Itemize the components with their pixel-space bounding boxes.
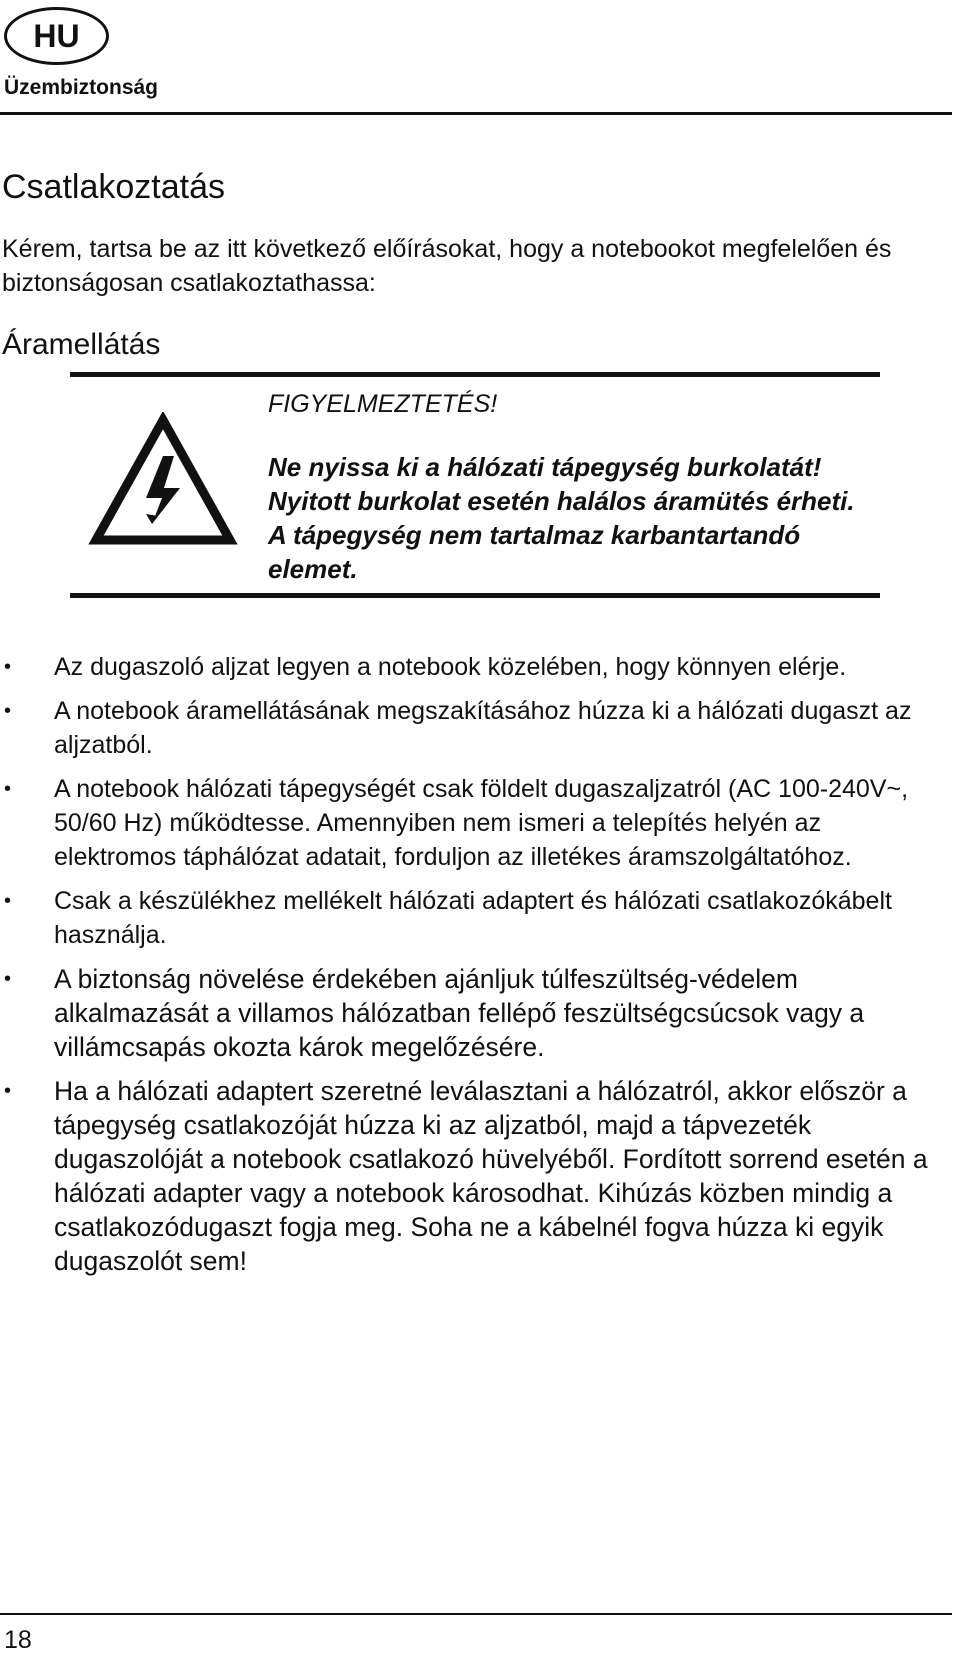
warning-top-rule [70, 372, 880, 377]
safety-bullet-list [0, 650, 940, 1288]
list-item [0, 962, 940, 1064]
page-number: 18 [4, 1626, 32, 1654]
warning-heading: FIGYELMEZTETÉS! [268, 390, 498, 418]
high-voltage-warning-icon [88, 412, 238, 550]
bullet-glyph: • [4, 890, 12, 912]
list-item-text: A notebook áramellátásának megszakításához húzza ki a hálózati dugaszt az aljzatból. [54, 697, 912, 759]
bullet-glyph: • [4, 700, 12, 722]
list-item-text: Ha a hálózati adaptert szeretné leválasztani a hálózatról, akkor először a tápegység csatlakozóját húzza ki az aljzatból, majd a tápvezeték dugaszolóját a notebook csatlakozó hüvelyéből. Fordított sorrend esetén a hálózati adapter vagy a notebook károsodhat. Kihúzás közben mindig a csatlakozódugaszt fogja meg. Soha ne a kábelnél fogva húzza ki egyik dugaszolót sem! [54, 1076, 928, 1276]
language-code: HU [33, 17, 80, 54]
intro-paragraph: Kérem, tartsa be az itt következő előírásokat, hogy a notebookot megfelelően és biztonságosan csatlakoztathassa: [2, 235, 892, 297]
bullet-glyph: • [4, 1080, 12, 1102]
list-item [0, 650, 940, 684]
bullet-glyph: • [4, 656, 12, 678]
bullet-glyph: • [4, 778, 12, 800]
page-title: Csatlakoztatás [2, 168, 225, 206]
warning-bottom-rule [70, 593, 880, 598]
footer-divider [0, 1613, 952, 1615]
list-item [0, 884, 940, 952]
section-subheading: Áramellátás [2, 328, 161, 361]
list-item-text: Az dugaszoló aljzat legyen a notebook közelében, hogy könnyen elérje. [54, 653, 847, 681]
language-badge [4, 7, 109, 65]
section-label: Üzembiztonság [4, 76, 159, 99]
bullet-glyph: • [4, 968, 12, 990]
list-item [0, 694, 940, 762]
list-item [0, 1074, 940, 1278]
list-item [0, 772, 940, 874]
list-item-text: A biztonság növelése érdekében ajánljuk túlfeszültség-védelem alkalmazását a villamos hálózatban fellépő feszültségcsúcsok vagy a villámcsapás okozta károk megelőzésére. [54, 964, 865, 1062]
header-divider [0, 112, 952, 115]
list-item-text: A notebook hálózati tápegységét csak földelt dugaszaljzatról (AC 100-240V~, 50/60 Hz) működtesse. Amennyiben nem ismeri a telepítés helyén az elektromos táphálózat adatait, forduljon az illetékes áramszolgáltatóhoz. [54, 775, 909, 871]
list-item-text: Csak a készülékhez mellékelt hálózati adaptert és hálózati csatlakozókábelt használja. [54, 887, 892, 949]
warning-text: Ne nyissa ki a hálózati tápegység burkolatát! Nyitott burkolat esetén halálos áramütés érheti. A tápegység nem tartalmaz karbantartandó elemet. [268, 452, 855, 584]
